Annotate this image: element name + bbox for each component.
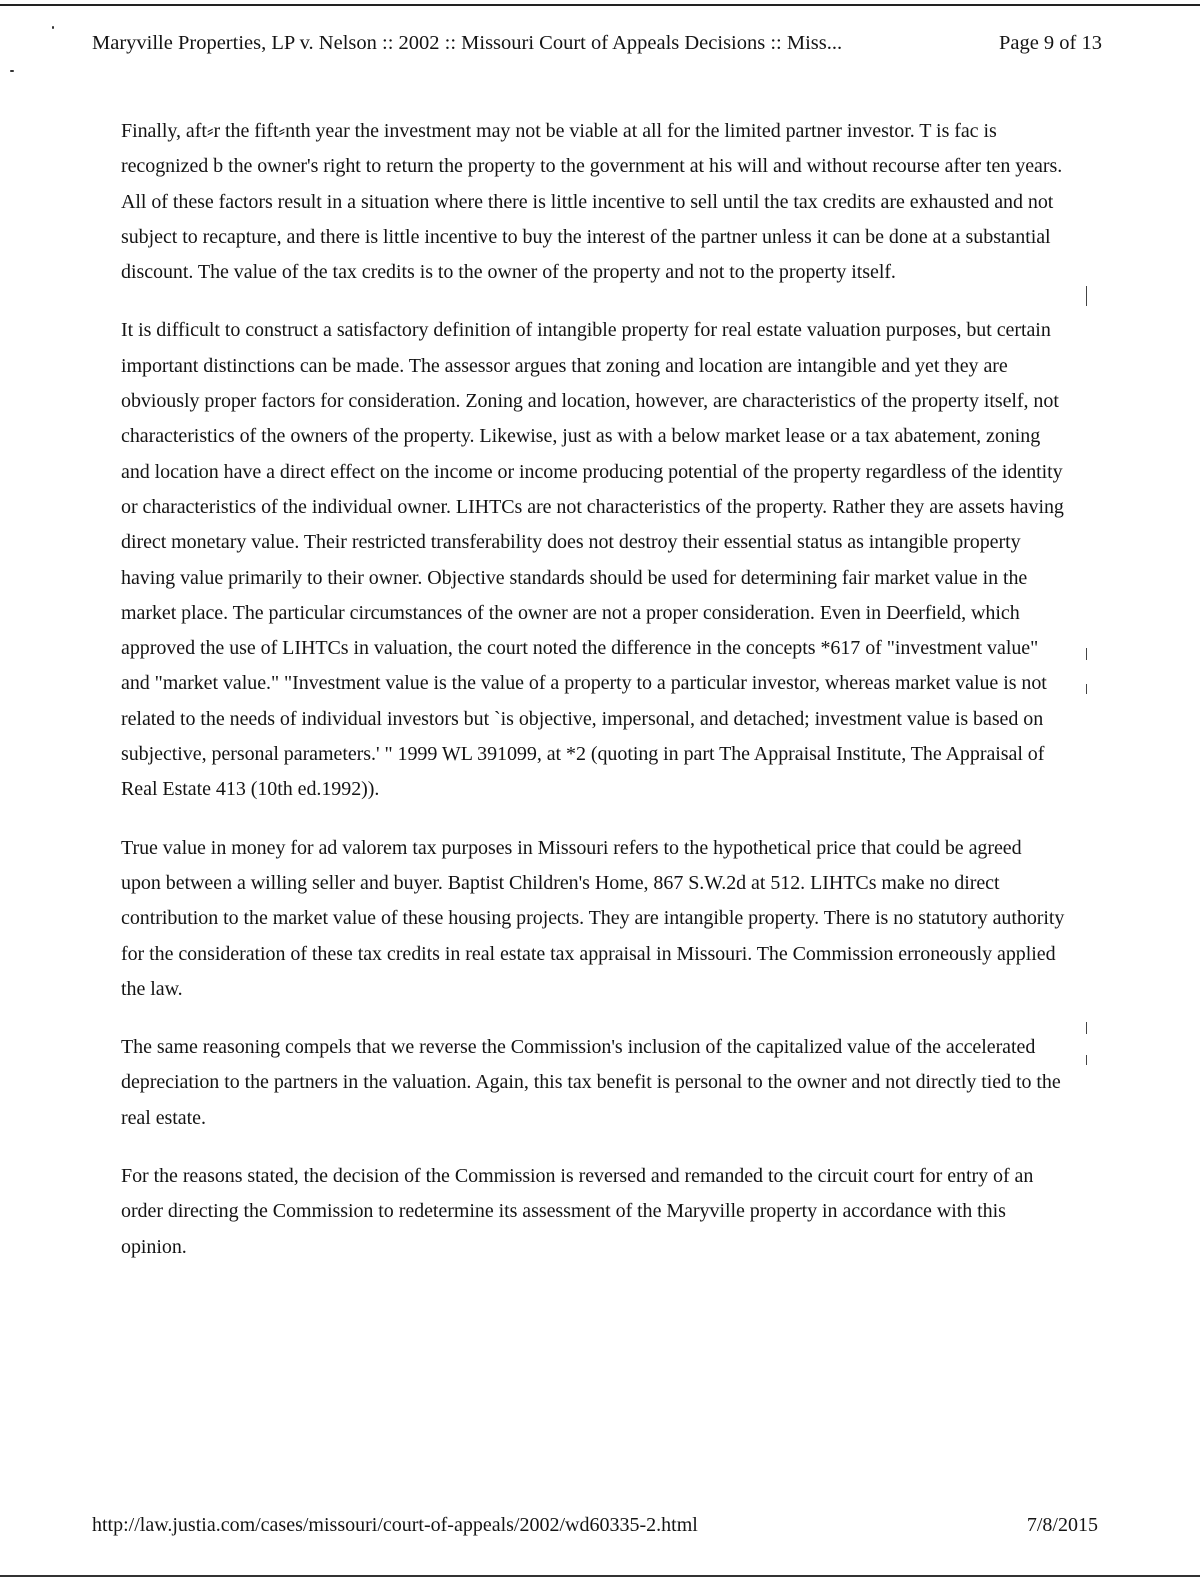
page-header xyxy=(92,29,1102,57)
scan-edge-bottom xyxy=(0,1575,1200,1577)
margin-mark xyxy=(1086,684,1087,694)
source-url: http://law.justia.com/cases/missouri/court-of-appeals/2002/wd60335-2.html xyxy=(92,1514,698,1536)
page-footer xyxy=(92,1511,1098,1539)
page-number: Page 9 of 13 xyxy=(998,32,1102,54)
margin-mark xyxy=(1086,286,1087,306)
document-title: Maryville Properties, LP v. Nelson :: 2002 :: Missouri Court of Appeals Decisions :: Miss... xyxy=(92,32,843,54)
opinion-body xyxy=(121,114,1066,1288)
margin-mark xyxy=(1086,1055,1087,1065)
paragraph-tax-credits-owner: Finally, aft⸗r the fift⸗nth year the investment may not be viable at all for the limited partner investor. T is fac is recognized b the owner's right to return the property to the government at his will and without recourse after ten years. All of these factors result in a situation where there is little incentive to sell until the tax credits are exhausted and not subject to recapture, and there is little incentive to buy the interest of the partner unless it can be done at a substantial discount. The value of the tax credits is to the owner of the property and not to the property itself. xyxy=(121,120,1063,284)
print-date: 7/8/2015 xyxy=(1026,1514,1098,1536)
scan-speck xyxy=(10,70,14,72)
scan-speck xyxy=(52,26,54,29)
paragraph-intangible-property: It is difficult to construct a satisfactory definition of intangible property for real estate valuation purposes, but certain important distinctions can be made. The assessor argues that zoning and location are intangible and yet they are obviously proper factors for consideration. Zoning and location, however, are characteristics of the property itself, not characteristics of the owners of the property. Likewise, just as with a below market lease or a tax abatement, zoning and location have a direct effect on the income or income producing potential of the property regardless of the identity or characteristics of the individual owner. LIHTCs are not characteristics of the property. Rather they are assets having direct monetary value. Their restricted transferability does not destroy their essential status as intangible property having value primarily to their owner. Objective standards should be used for determining fair market value in the market place. The particular circumstances of the owner are not a proper consideration. Even in Deerfield, which approved the use of LIHTCs in valuation, the court noted the difference in the concepts *617 of "investment value" and "market value." "Investment value is the value of a property to a particular investor, whereas market value is not related to the needs of individual investors but `is objective, impersonal, and detached; investment value is based on subjective, personal parameters.' " 1999 WL 391099, at *2 (quoting in part The Appraisal Institute, The Appraisal of Real Estate 413 (10th ed.1992)). xyxy=(121,319,1064,801)
paragraph-true-value: True value in money for ad valorem tax purposes in Missouri refers to the hypothetical price that could be agreed upon between a willing seller and buyer. Baptist Children's Home, 867 S.W.2d at 512. LIHTCs make no direct contribution to the market value of these housing projects. They are intangible property. There is no statutory authority for the consideration of these tax credits in real estate tax appraisal in Missouri. The Commission erroneously applied the law. xyxy=(121,836,1065,1000)
margin-mark xyxy=(1086,1022,1087,1034)
paragraph-accelerated-depreciation: The same reasoning compels that we reverse the Commission's inclusion of the capitalized value of the accelerated depreciation to the partners in the valuation. Again, this tax benefit is personal to the owner and not directly tied to the real estate. xyxy=(121,1036,1061,1129)
paragraph-conclusion: For the reasons stated, the decision of the Commission is reversed and remanded to the circuit court for entry of an order directing the Commission to redetermine its assessment of the Maryville property in accordance with this opinion. xyxy=(121,1165,1034,1258)
margin-mark xyxy=(1086,648,1087,660)
scan-edge-top xyxy=(0,4,1200,6)
